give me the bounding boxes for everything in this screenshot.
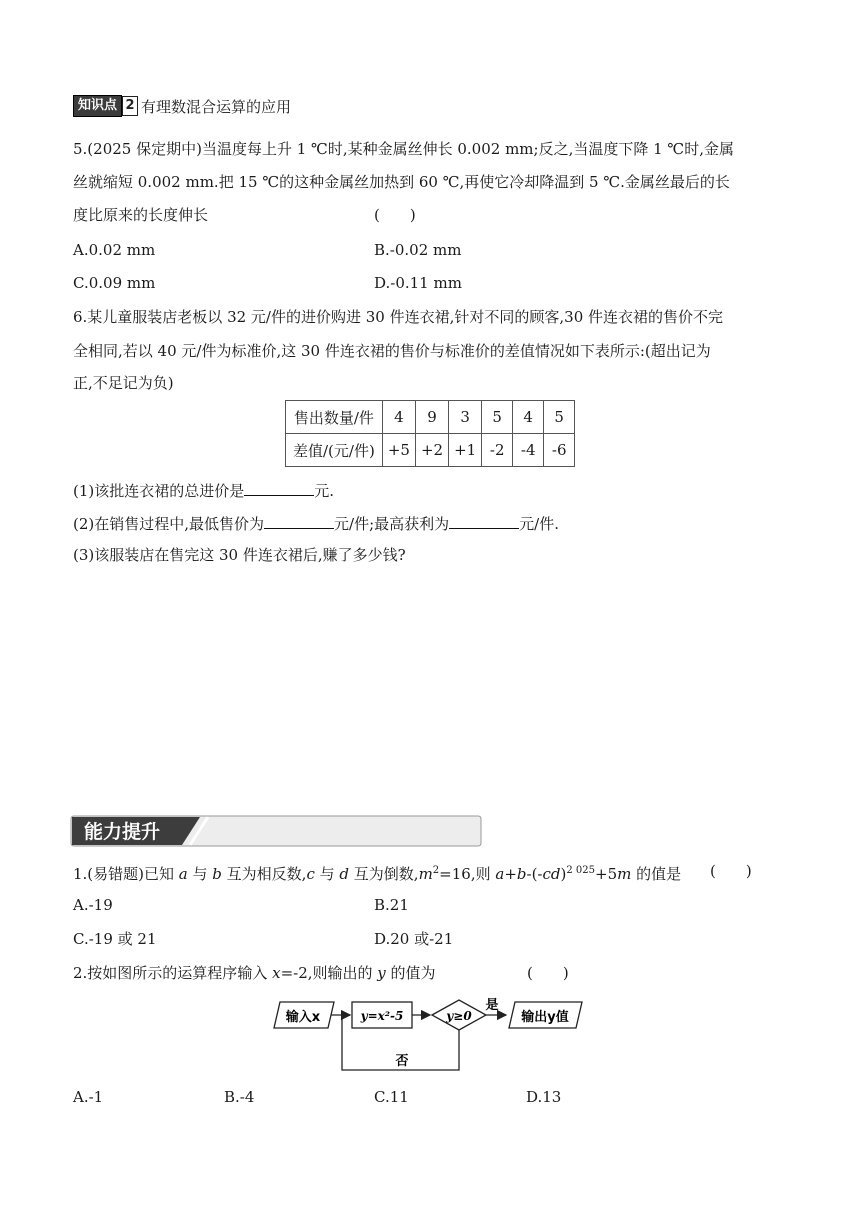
table-cell: -4 [513, 434, 544, 467]
flow-no-label: 否 [395, 1054, 409, 1069]
flow-input-label: 输入x [285, 1010, 321, 1025]
var-a: a [178, 865, 188, 883]
q6-sub2-unit: 元/件. [519, 515, 559, 533]
p1-question [73, 861, 681, 884]
p1-text: 互为倒数, [349, 865, 419, 883]
table-header-diff: 差值/(元/件) [286, 434, 383, 467]
table-cell: -6 [544, 434, 575, 467]
table-row [286, 434, 575, 467]
q5-line1: 5.(2025 保定期中)当温度每上升 1 ℃时,某种金属丝伸长 0.002 mm;反之,当温度下降 1 ℃时,金属 [73, 140, 734, 158]
p2-text: =-2,则输出的 [280, 964, 378, 982]
q6-sub1-unit: 元. [314, 482, 335, 500]
exponent: 2 [432, 865, 440, 876]
p2-text: 2.按如图所示的运算程序输入 [73, 964, 273, 982]
answer-blank[interactable] [264, 512, 334, 529]
p1-text: +5 [595, 865, 618, 883]
p2-option-b: B.-4 [224, 1088, 255, 1106]
flow-yes-label: 是 [485, 998, 499, 1013]
var-d: d [339, 865, 350, 883]
exponent: 2 025 [566, 865, 596, 876]
q6-sub3: (3)该服装店在售完这 30 件连衣裙后,赚了多少钱? [73, 546, 406, 564]
table-cell: 9 [415, 401, 448, 434]
var-b: b [212, 865, 222, 883]
q6-sub1-text: (1)该批连衣裙的总进价是 [73, 482, 245, 500]
var-a: a [495, 865, 505, 883]
p1-text: 1.(易错题)已知 [73, 865, 179, 883]
p1-text: =16,则 [439, 865, 496, 883]
p1-option-b: B.21 [374, 896, 409, 914]
q6-sub2-mid: 元/件;最高获利为 [334, 515, 450, 533]
p1-text: 互为相反数, [221, 865, 307, 883]
q5-option-d: D.-0.11 mm [374, 274, 462, 292]
badge-number: 2 [122, 96, 138, 116]
table-cell: -2 [482, 434, 513, 467]
p1-text: 与 [314, 865, 340, 883]
q5-line2: 丝就缩短 0.002 mm.把 15 ℃的这种金属丝加热到 60 ℃,再使它冷却降温到 5 ℃.金属丝最后的长 [73, 173, 730, 191]
p2-option-d: D.13 [526, 1088, 562, 1106]
var-c: c [306, 865, 315, 883]
q6-sub1 [73, 479, 334, 501]
p2-answer-paren: ( ) [527, 964, 569, 982]
table-cell: 4 [513, 401, 544, 434]
q6-line1: 6.某儿童服装店老板以 32 元/件的进价购进 30 件连衣裙,针对不同的顾客,30 件连衣裙的售价不完 [73, 308, 724, 326]
q6-sub2-text: (2)在销售过程中,最低售价为 [73, 515, 265, 533]
table-cell: 5 [544, 401, 575, 434]
price-diff-table [285, 400, 575, 467]
table-row [286, 401, 575, 434]
table-cell: +1 [449, 434, 482, 467]
p1-option-c: C.-19 或 21 [73, 930, 157, 948]
table-cell: 5 [482, 401, 513, 434]
p1-answer-paren: ( ) [710, 862, 752, 880]
p1-option-d: D.20 或-21 [374, 930, 454, 948]
flowchart [272, 994, 588, 1074]
q5-line3: 度比原来的长度伸长 [73, 206, 209, 224]
p1-text: ) [560, 865, 567, 883]
p2-text: 的值为 [385, 964, 436, 982]
section-title: 有理数混合运算的应用 [141, 97, 292, 116]
badge-label: 知识点 [73, 95, 122, 117]
q5-option-c: C.0.09 mm [73, 274, 156, 292]
table-cell: 4 [382, 401, 415, 434]
p1-text: 与 [187, 865, 213, 883]
flow-output-label: 输出y值 [521, 1010, 569, 1025]
table-cell: +5 [382, 434, 415, 467]
p1-option-a: A.-19 [73, 896, 113, 914]
flow-condition-label: y≥0 [446, 1009, 472, 1023]
table-cell: 3 [449, 401, 482, 434]
p2-option-c: C.11 [374, 1088, 409, 1106]
q5-answer-paren: ( ) [374, 206, 416, 224]
var-y: y [377, 964, 386, 982]
p1-text: + [504, 865, 517, 883]
p2-option-a: A.-1 [73, 1088, 104, 1106]
table-header-quantity: 售出数量/件 [286, 401, 383, 434]
q6-line2: 全相同,若以 40 元/件为标准价,这 30 件连衣裙的售价与标准价的差值情况如下表所示:(超出记为 [73, 342, 711, 360]
section-badge [73, 96, 291, 116]
q5-option-a: A.0.02 mm [73, 241, 156, 259]
var-b: b [516, 865, 527, 883]
p2-question [73, 963, 436, 983]
p1-text: -(- [526, 865, 543, 883]
q6-sub2 [73, 512, 559, 534]
var-x: x [272, 964, 281, 982]
flow-formula-label: y=x²-5 [360, 1009, 404, 1023]
var-cd: cd [542, 865, 561, 883]
q6-line3: 正,不足记为负) [73, 374, 174, 392]
table-cell: +2 [415, 434, 448, 467]
banner-title: 能力提升 [84, 821, 161, 843]
answer-blank[interactable] [449, 512, 519, 529]
ability-banner [70, 815, 482, 847]
var-m: m [418, 865, 433, 883]
var-m: m [617, 865, 632, 883]
p1-text: 的值是 [631, 865, 682, 883]
q5-option-b: B.-0.02 mm [374, 241, 462, 259]
answer-blank[interactable] [244, 479, 314, 496]
